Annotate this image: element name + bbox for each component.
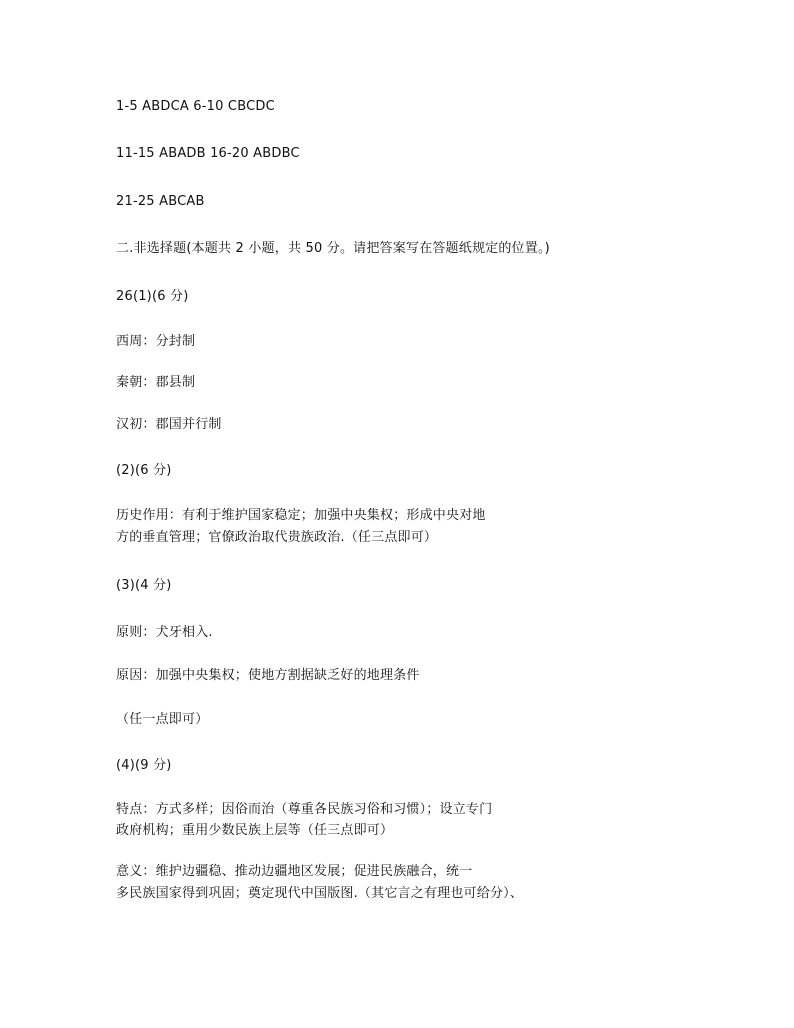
q26-part1-item-western-zhou: 西周：分封制	[116, 334, 196, 349]
q26-part4-features-line-1: 特点：方式多样；因俗而治（尊重各民族习俗和习惯）；设立专门	[116, 802, 493, 817]
q26-part4-title: (4)(9 分)	[116, 758, 172, 773]
q26-part1-item-qin: 秦朝：郡县制	[116, 375, 196, 390]
q26-part3-principle: 原则：犬牙相入.	[116, 625, 213, 640]
answer-line-21-25: 21-25 ABCAB	[116, 194, 205, 209]
answer-line-1-10: 1-5 ABDCA 6-10 CBCDC	[116, 99, 275, 114]
q26-part1-title: 26(1)(6 分)	[116, 289, 189, 304]
q26-part1-item-han: 汉初：郡国并行制	[116, 417, 222, 432]
q26-part4-significance-line-2: 多民族国家得到巩固；奠定现代中国版图.（其它言之有理也可给分）、	[116, 886, 524, 901]
q26-part4-significance-line-1: 意义：维护边疆稳、推动边疆地区发展；促进民族融合，统一	[116, 864, 473, 879]
q26-part3-note: （任一点即可）	[116, 712, 209, 727]
q26-part4-features-line-2: 政府机构；重用少数民族上层等（任三点即可）	[116, 823, 394, 838]
q26-part2-line-1: 历史作用：有利于维护国家稳定；加强中央集权；形成中央对地	[116, 508, 486, 523]
section-header: 二.非选择题(本题共 2 小题，共 50 分。请把答案写在答题纸规定的位置。)	[116, 241, 550, 256]
q26-part2-line-2: 方的垂直管理；官僚政治取代贵族政治.（任三点即可）	[116, 530, 438, 545]
answer-line-11-20: 11-15 ABADB 16-20 ABDBC	[116, 146, 300, 161]
q26-part3-reason: 原因：加强中央集权；使地方割据缺乏好的地理条件	[116, 668, 420, 683]
q26-part2-title: (2)(6 分)	[116, 463, 172, 478]
q26-part3-title: (3)(4 分)	[116, 578, 172, 593]
